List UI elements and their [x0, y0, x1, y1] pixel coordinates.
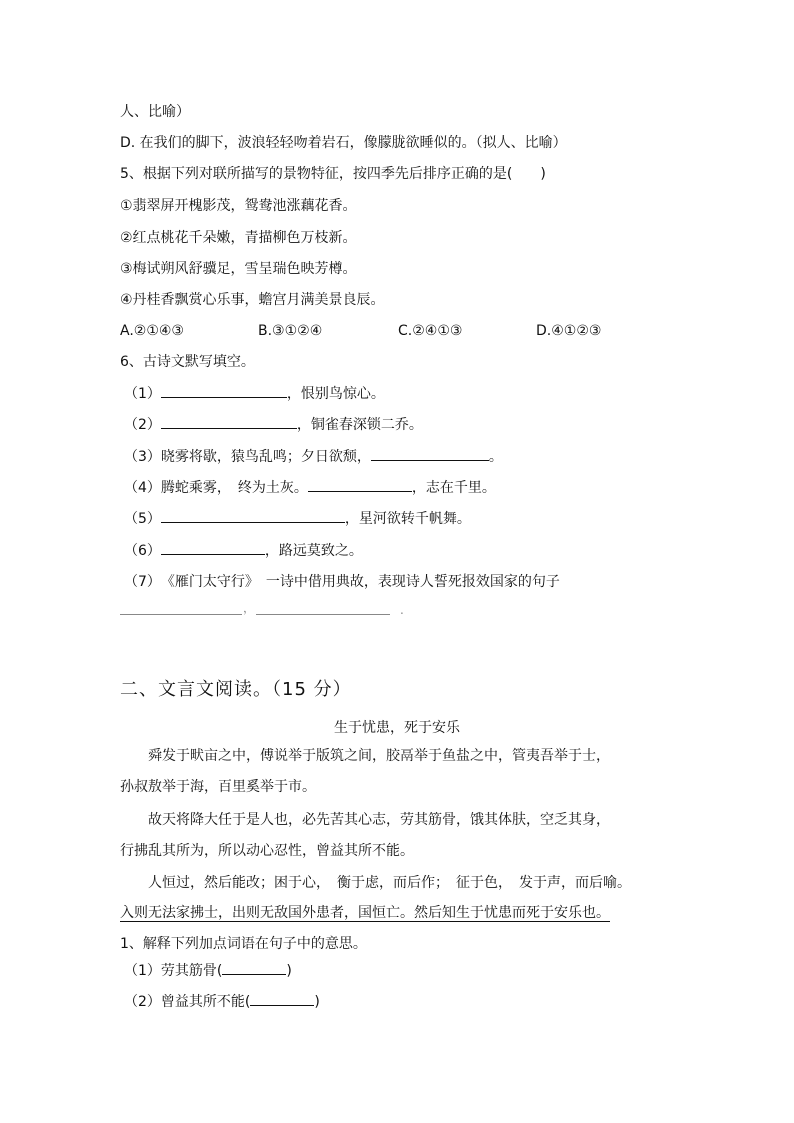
q6-item-3 — [124, 446, 503, 467]
q5-item-4: ④丹桂香飘赏心乐事，蟾宫月满美景良辰。 — [120, 292, 385, 308]
answer-blank[interactable] — [371, 446, 489, 461]
answer-blank-7b[interactable] — [256, 614, 390, 615]
q6-item-2 — [124, 414, 423, 435]
explain-item-num: （2） — [124, 994, 161, 1010]
explain-item-close: ) — [286, 963, 292, 979]
q4-option-c-tail: 人、比喻） — [120, 104, 190, 120]
answer-blank[interactable] — [222, 960, 286, 975]
q5-item-1: ①翡翠屏开槐影茂，鸳鸯池涨藕花香。 — [120, 198, 357, 214]
q4-option-d: D. 在我们的脚下，波浪轻轻吻着岩石，像朦胧欲睡似的。（拟人、比喻） — [120, 135, 567, 151]
answer-blank[interactable] — [161, 540, 265, 555]
explain-item-1 — [124, 960, 292, 981]
answer-blank[interactable] — [161, 414, 297, 429]
q6-item-4 — [124, 477, 496, 498]
passage-p1-line1: 舜发于畎亩之中，傅说举于版筑之间，胶鬲举于鱼盐之中，管夷吾举于士， — [148, 748, 610, 764]
q6-item-num: （1） — [124, 386, 161, 402]
explain-item-text: 曾益其所不能( — [160, 994, 251, 1010]
passage-p2-line1: 故天将降大任于是人也，必先苦其心志，劳其筋骨，饿其体肤，空乏其身， — [148, 812, 610, 828]
q6-item-6 — [124, 540, 363, 561]
section-title: 二、文言文阅读。（15 分） — [120, 679, 352, 700]
q6-stem: 6、古诗文默写填空。 — [120, 354, 255, 370]
q6-item-num: （6） — [124, 543, 161, 559]
answer-blank[interactable] — [308, 477, 412, 492]
q5-option-d: D.④①②③ — [536, 323, 602, 339]
q5-item-3: ③梅试朔风舒骥足，雪呈瑞色映芳樽。 — [120, 261, 357, 277]
q6-item-text: ，志在千里。 — [411, 480, 496, 496]
explain-item-close: ) — [314, 994, 320, 1010]
q6-item-num: （3） — [124, 449, 161, 465]
answer-blank[interactable] — [250, 991, 314, 1006]
q6-item-num: （2） — [124, 417, 161, 433]
q6-item-5 — [124, 508, 471, 529]
q6-item-text: 晓雾将歇，猿鸟乱鸣；夕日欲颓， — [160, 449, 371, 465]
answer-blank-7a[interactable] — [120, 614, 242, 615]
passage-p2-line2: 行拂乱其所为，所以动心忍性，曾益其所不能。 — [120, 843, 414, 859]
explain-item-text: 劳其筋骨( — [160, 963, 223, 979]
q6-item-num: （5） — [124, 511, 161, 527]
q6-item-text: ，星河欲转千帆舞。 — [344, 511, 471, 527]
passage-title: 生于忧患，死于安乐 — [334, 720, 460, 736]
explain-stem: 1、解释下列加点词语在句子中的意思。 — [120, 936, 367, 952]
answer-blank[interactable] — [161, 508, 345, 523]
q5-option-c: C.②④①③ — [398, 323, 463, 339]
separator-comma: ， — [243, 601, 256, 615]
explain-item-2 — [124, 991, 320, 1012]
q6-item-7: （7） 《雁门太守行》 一诗中借用典故，表现诗人誓死报效国家的句子 — [124, 574, 560, 590]
q6-item-text: 。 — [488, 449, 503, 465]
q6-item-text: ，恨别鸟惊心。 — [286, 386, 385, 402]
q6-item-1 — [124, 383, 385, 404]
q6-item-num: （4） — [124, 480, 161, 496]
explain-item-num: （1） — [124, 963, 161, 979]
q5-option-b: B.③①②④ — [258, 323, 323, 339]
q6-item-text: 腾蛇乘雾， 终为土灰。 — [160, 480, 308, 496]
answer-blank[interactable] — [161, 383, 287, 398]
q5-stem: 5、根据下列对联所描写的景物特征，按四季先后排序正确的是( ) — [120, 166, 546, 182]
passage-p3-line2 — [120, 903, 610, 923]
end-period: . — [400, 603, 404, 617]
underlined-sentence-1: 入则无法家拂士，出则无敌国外患者，国恒亡。 — [120, 905, 414, 921]
q5-item-2: ②红点桃花千朵嫩，青描柳色万枝新。 — [120, 230, 357, 246]
passage-p1-line2: 孙叔敖举于海，百里奚举于市。 — [120, 779, 316, 795]
q6-item-text: ，铜雀春深锁二乔。 — [296, 417, 423, 433]
q6-item-text: ，路远莫致之。 — [264, 543, 363, 559]
underlined-sentence-2: 然后知生于忧患而死于安乐也。 — [414, 905, 610, 921]
q5-option-a: A.②①④③ — [120, 323, 184, 339]
passage-p3-line1: 人恒过，然后能改；困于心， 衡于虑，而后作； 征于色， 发于声，而后喻。 — [148, 875, 631, 891]
